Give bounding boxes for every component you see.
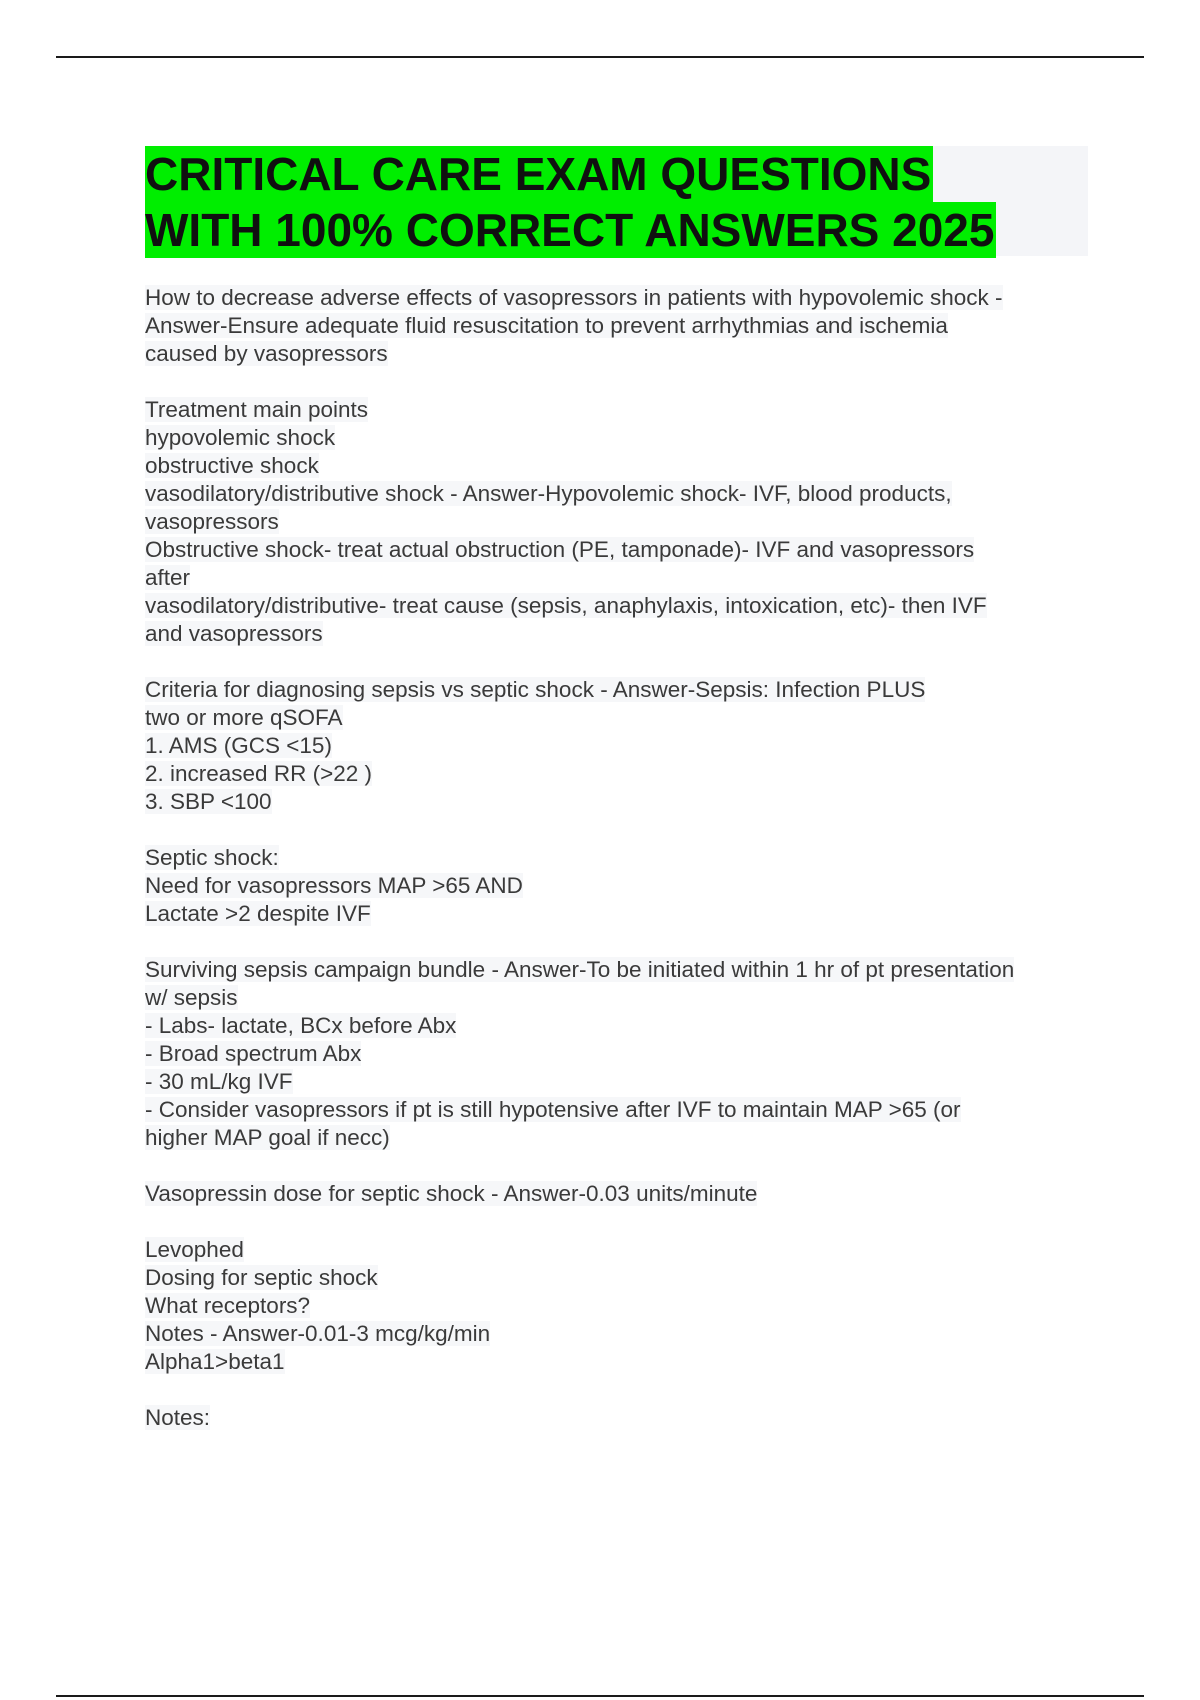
text-line-content: Notes - Answer-0.01-3 mcg/kg/min [145, 1321, 491, 1346]
text-line [145, 1348, 1095, 1376]
text-line [145, 312, 1095, 340]
text-line-content: Surviving sepsis campaign bundle - Answer-To be initiated within 1 hr of pt presentation [145, 957, 1015, 982]
text-line-content: - Broad spectrum Abx [145, 1041, 362, 1066]
text-line-content: Lactate >2 despite IVF [145, 901, 371, 926]
text-line [145, 452, 1095, 480]
text-line-content: after [145, 565, 191, 590]
text-line-content: Alpha1>beta1 [145, 1349, 285, 1374]
text-line-content: obstructive shock [145, 453, 319, 478]
document-title [145, 146, 1105, 258]
text-line-content: higher MAP goal if necc) [145, 1125, 390, 1150]
text-line [145, 1012, 1095, 1040]
text-line-content: Criteria for diagnosing sepsis vs septic shock - Answer-Sepsis: Infection PLUS [145, 677, 926, 702]
qa-block [145, 1180, 1095, 1208]
document-title-line-2: WITH 100% CORRECT ANSWERS 2025 [145, 204, 995, 256]
text-line [145, 872, 1095, 900]
qa-block [145, 1236, 1095, 1376]
text-line-content: - Consider vasopressors if pt is still hypotensive after IVF to maintain MAP >65 (or [145, 1097, 961, 1122]
text-line [145, 536, 1095, 564]
text-line-content: and vasopressors [145, 621, 323, 646]
text-line [145, 676, 1095, 704]
text-line-content: Need for vasopressors MAP >65 AND [145, 873, 523, 898]
text-line [145, 1292, 1095, 1320]
text-line-content: Notes: [145, 1405, 211, 1430]
qa-block [145, 284, 1095, 368]
text-line [145, 704, 1095, 732]
text-line [145, 956, 1095, 984]
text-line-content: Answer-Ensure adequate fluid resuscitation to prevent arrhythmias and ischemia [145, 313, 948, 338]
document-title-line-1: CRITICAL CARE EXAM QUESTIONS [145, 148, 932, 200]
text-line [145, 396, 1095, 424]
text-line-content: 2. increased RR (>22 ) [145, 761, 372, 786]
text-line-content: Dosing for septic shock [145, 1265, 378, 1290]
text-line [145, 1404, 1095, 1432]
text-line-content: Treatment main points [145, 397, 369, 422]
text-line-content: What receptors? [145, 1293, 311, 1318]
text-line-content: Vasopressin dose for septic shock - Answer-0.03 units/minute [145, 1181, 758, 1206]
text-line [145, 424, 1095, 452]
text-line [145, 1180, 1095, 1208]
text-line-content: 1. AMS (GCS <15) [145, 733, 332, 758]
text-line-content: vasopressors [145, 509, 279, 534]
text-line [145, 1320, 1095, 1348]
text-line [145, 340, 1095, 368]
text-line [145, 1096, 1095, 1124]
text-line-content: vasodilatory/distributive shock - Answer-Hypovolemic shock- IVF, blood products, [145, 481, 952, 506]
text-line-content: 3. SBP <100 [145, 789, 272, 814]
text-line-content: w/ sepsis [145, 985, 238, 1010]
qa-block [145, 396, 1095, 648]
text-line [145, 760, 1095, 788]
text-line-content: Septic shock: [145, 845, 279, 870]
text-line [145, 900, 1095, 928]
text-line-content: Levophed [145, 1237, 244, 1262]
text-line-content: - 30 mL/kg IVF [145, 1069, 293, 1094]
text-line [145, 984, 1095, 1012]
text-line-content: caused by vasopressors [145, 341, 388, 366]
bottom-rule [56, 1695, 1144, 1697]
text-line [145, 508, 1095, 536]
text-line-content: How to decrease adverse effects of vasopressors in patients with hypovolemic shock - [145, 285, 1003, 310]
top-rule [56, 56, 1144, 58]
text-line [145, 1040, 1095, 1068]
text-line [145, 788, 1095, 816]
text-line [145, 592, 1095, 620]
text-line [145, 1068, 1095, 1096]
text-line [145, 1236, 1095, 1264]
text-line [145, 480, 1095, 508]
qa-block [145, 844, 1095, 928]
text-line-content: hypovolemic shock [145, 425, 336, 450]
text-line-content: Obstructive shock- treat actual obstruction (PE, tamponade)- IVF and vasopressors [145, 537, 975, 562]
text-line [145, 732, 1095, 760]
text-line [145, 564, 1095, 592]
text-line-content: - Labs- lactate, BCx before Abx [145, 1013, 457, 1038]
text-line [145, 620, 1095, 648]
text-line-content: two or more qSOFA [145, 705, 343, 730]
qa-block [145, 1404, 1095, 1432]
text-line [145, 284, 1095, 312]
qa-block [145, 956, 1095, 1152]
text-line [145, 1124, 1095, 1152]
qa-block [145, 676, 1095, 816]
text-line [145, 844, 1095, 872]
text-line-content: vasodilatory/distributive- treat cause (sepsis, anaphylaxis, intoxication, etc)- then IVF [145, 593, 987, 618]
document-body [145, 284, 1095, 1460]
text-line [145, 1264, 1095, 1292]
